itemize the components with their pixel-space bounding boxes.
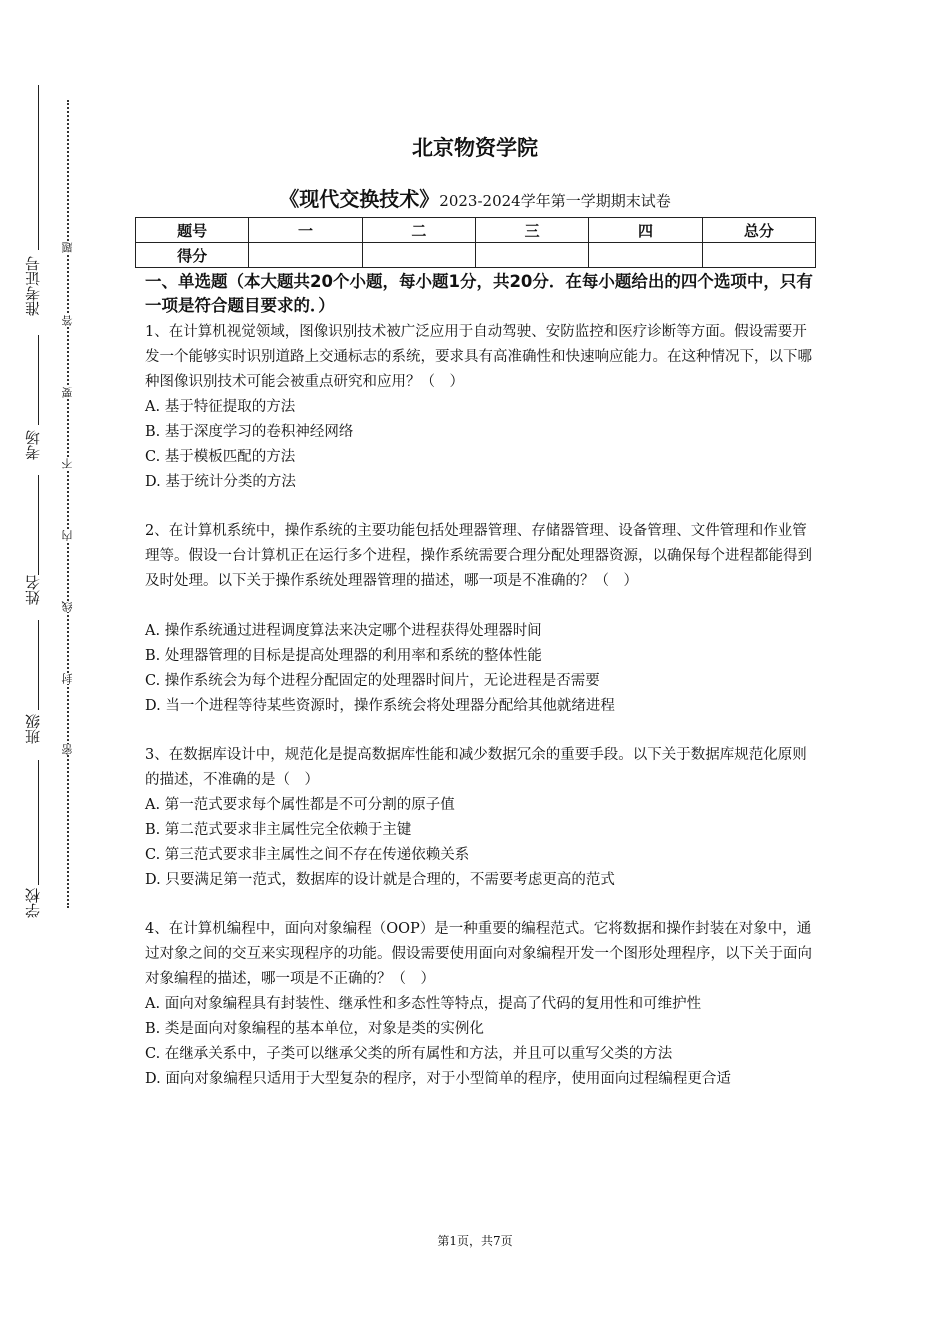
school-title: 北京物资学院	[412, 136, 538, 160]
term-text: 2023-2024学年第一学期期末试卷	[439, 192, 671, 210]
question-option: A. 第一范式要求每个属性都是不可分割的原子值	[145, 797, 455, 813]
question-stem: 4、在计算机编程中，面向对象编程（OOP）是一种重要的编程范式。它将数据和操作封装在对象中，通过对象之间的交互来实现程序的功能。假设需要使用面向对象编程开发一个图形处理程序，以下关于面向对象编程的描述，哪一项是不正确的？（ ）	[145, 921, 812, 987]
score-table-score-row	[136, 243, 816, 268]
question-option: D. 基于统计分类的方法	[145, 474, 296, 490]
table-cell: 四	[589, 218, 702, 243]
question-option: A. 基于特征提取的方法	[145, 399, 296, 415]
seal-char: 不	[61, 458, 74, 469]
table-cell: 一	[249, 218, 362, 243]
score-table	[135, 217, 816, 268]
exam-room-fill-line	[38, 335, 39, 425]
table-cell: 二	[362, 218, 475, 243]
question-option: B. 第二范式要求非主属性完全依赖于主键	[145, 822, 412, 838]
question-option: D. 只要满足第一范式，数据库的设计就是合理的，不需要考虑更高的范式	[145, 872, 615, 888]
seal-dotted-line	[67, 100, 69, 908]
exam-subtitle	[0, 183, 950, 212]
question-option: B. 基于深度学习的卷积神经网络	[145, 424, 354, 440]
table-cell: 题号	[136, 218, 249, 243]
school-fill-line	[38, 760, 39, 885]
question-option: A. 操作系统通过进程调度算法来决定哪个进程获得处理器时间	[145, 623, 542, 639]
table-cell: 总分	[702, 218, 815, 243]
table-cell: 三	[475, 218, 588, 243]
score-table-header-row	[136, 218, 816, 243]
page-number: 第1页，共7页	[437, 1234, 513, 1248]
seal-char: 线	[61, 601, 74, 612]
question-option: A. 面向对象编程具有封装性、继承性和多态性等特点，提高了代码的复用性和可维护性	[145, 996, 702, 1012]
question-option: C. 在继承关系中，子类可以继承父类的所有属性和方法，并且可以重写父类的方法	[145, 1046, 673, 1062]
question-stem: 3、在数据库设计中，规范化是提高数据库性能和减少数据冗余的重要手段。以下关于数据库规范化原则的描述，不准确的是（ ）	[145, 747, 807, 788]
class-fill-line	[38, 620, 39, 710]
class-label: 班级	[24, 714, 42, 744]
seal-char: 要	[61, 387, 74, 398]
question-option: B. 处理器管理的目标是提高处理器的利用率和系统的整体性能	[145, 648, 542, 664]
question-option: C. 操作系统会为每个进程分配固定的处理器时间片，无论进程是否需要	[145, 673, 600, 689]
seal-char: 内	[61, 530, 74, 541]
question-option: D. 面向对象编程只适用于大型复杂的程序，对于小型简单的程序，使用面向过程编程更合适	[145, 1071, 731, 1087]
name-label: 姓名	[24, 575, 42, 605]
name-fill-line	[38, 475, 39, 575]
exam-id-fill-line	[38, 85, 39, 250]
exam-id-label: 准考证号	[24, 256, 42, 316]
exam-room-label: 考场	[24, 430, 42, 460]
question-stem: 1、在计算机视觉领域，图像识别技术被广泛应用于自动驾驶、安防监控和医疗诊断等方面。假设需要开发一个能够实时识别道路上交通标志的系统，要求具有高准确性和快速响应能力。在这种情况下，以下哪种图像识别技术可能会被重点研究和应用？（ ）	[145, 324, 812, 390]
seal-char: 答	[61, 315, 74, 326]
score-cell	[249, 243, 362, 268]
question-stem: 2、在计算机系统中，操作系统的主要功能包括处理器管理、存储器管理、设备管理、文件管理和作业管理等。假设一台计算机正在运行多个进程，操作系统需要合理分配处理器资源，以确保每个进程都能得到及时处理。以下关于操作系统处理器管理的描述，哪一项是不准确的？（ ）	[145, 523, 812, 589]
seal-char: 封	[61, 673, 74, 684]
question-option: B. 类是面向对象编程的基本单位，对象是类的实例化	[145, 1021, 484, 1037]
question-option: C. 第三范式要求非主属性之间不存在传递依赖关系	[145, 847, 470, 863]
question-option: D. 当一个进程等待某些资源时，操作系统会将处理器分配给其他就绪进程	[145, 698, 615, 714]
score-cell	[362, 243, 475, 268]
school-label: 学校	[24, 888, 42, 918]
table-cell: 得分	[136, 243, 249, 268]
score-cell	[702, 243, 815, 268]
seal-char: 题	[61, 242, 74, 253]
seal-char: 密	[61, 744, 74, 755]
section-heading: 一、单选题（本大题共20个小题，每小题1分，共20分．在每小题给出的四个选项中，只有一项是符合题目要求的．）	[145, 272, 813, 315]
course-title: 《现代交换技术》	[279, 187, 440, 211]
score-cell	[589, 243, 702, 268]
score-cell	[475, 243, 588, 268]
question-option: C. 基于模板匹配的方法	[145, 449, 296, 465]
